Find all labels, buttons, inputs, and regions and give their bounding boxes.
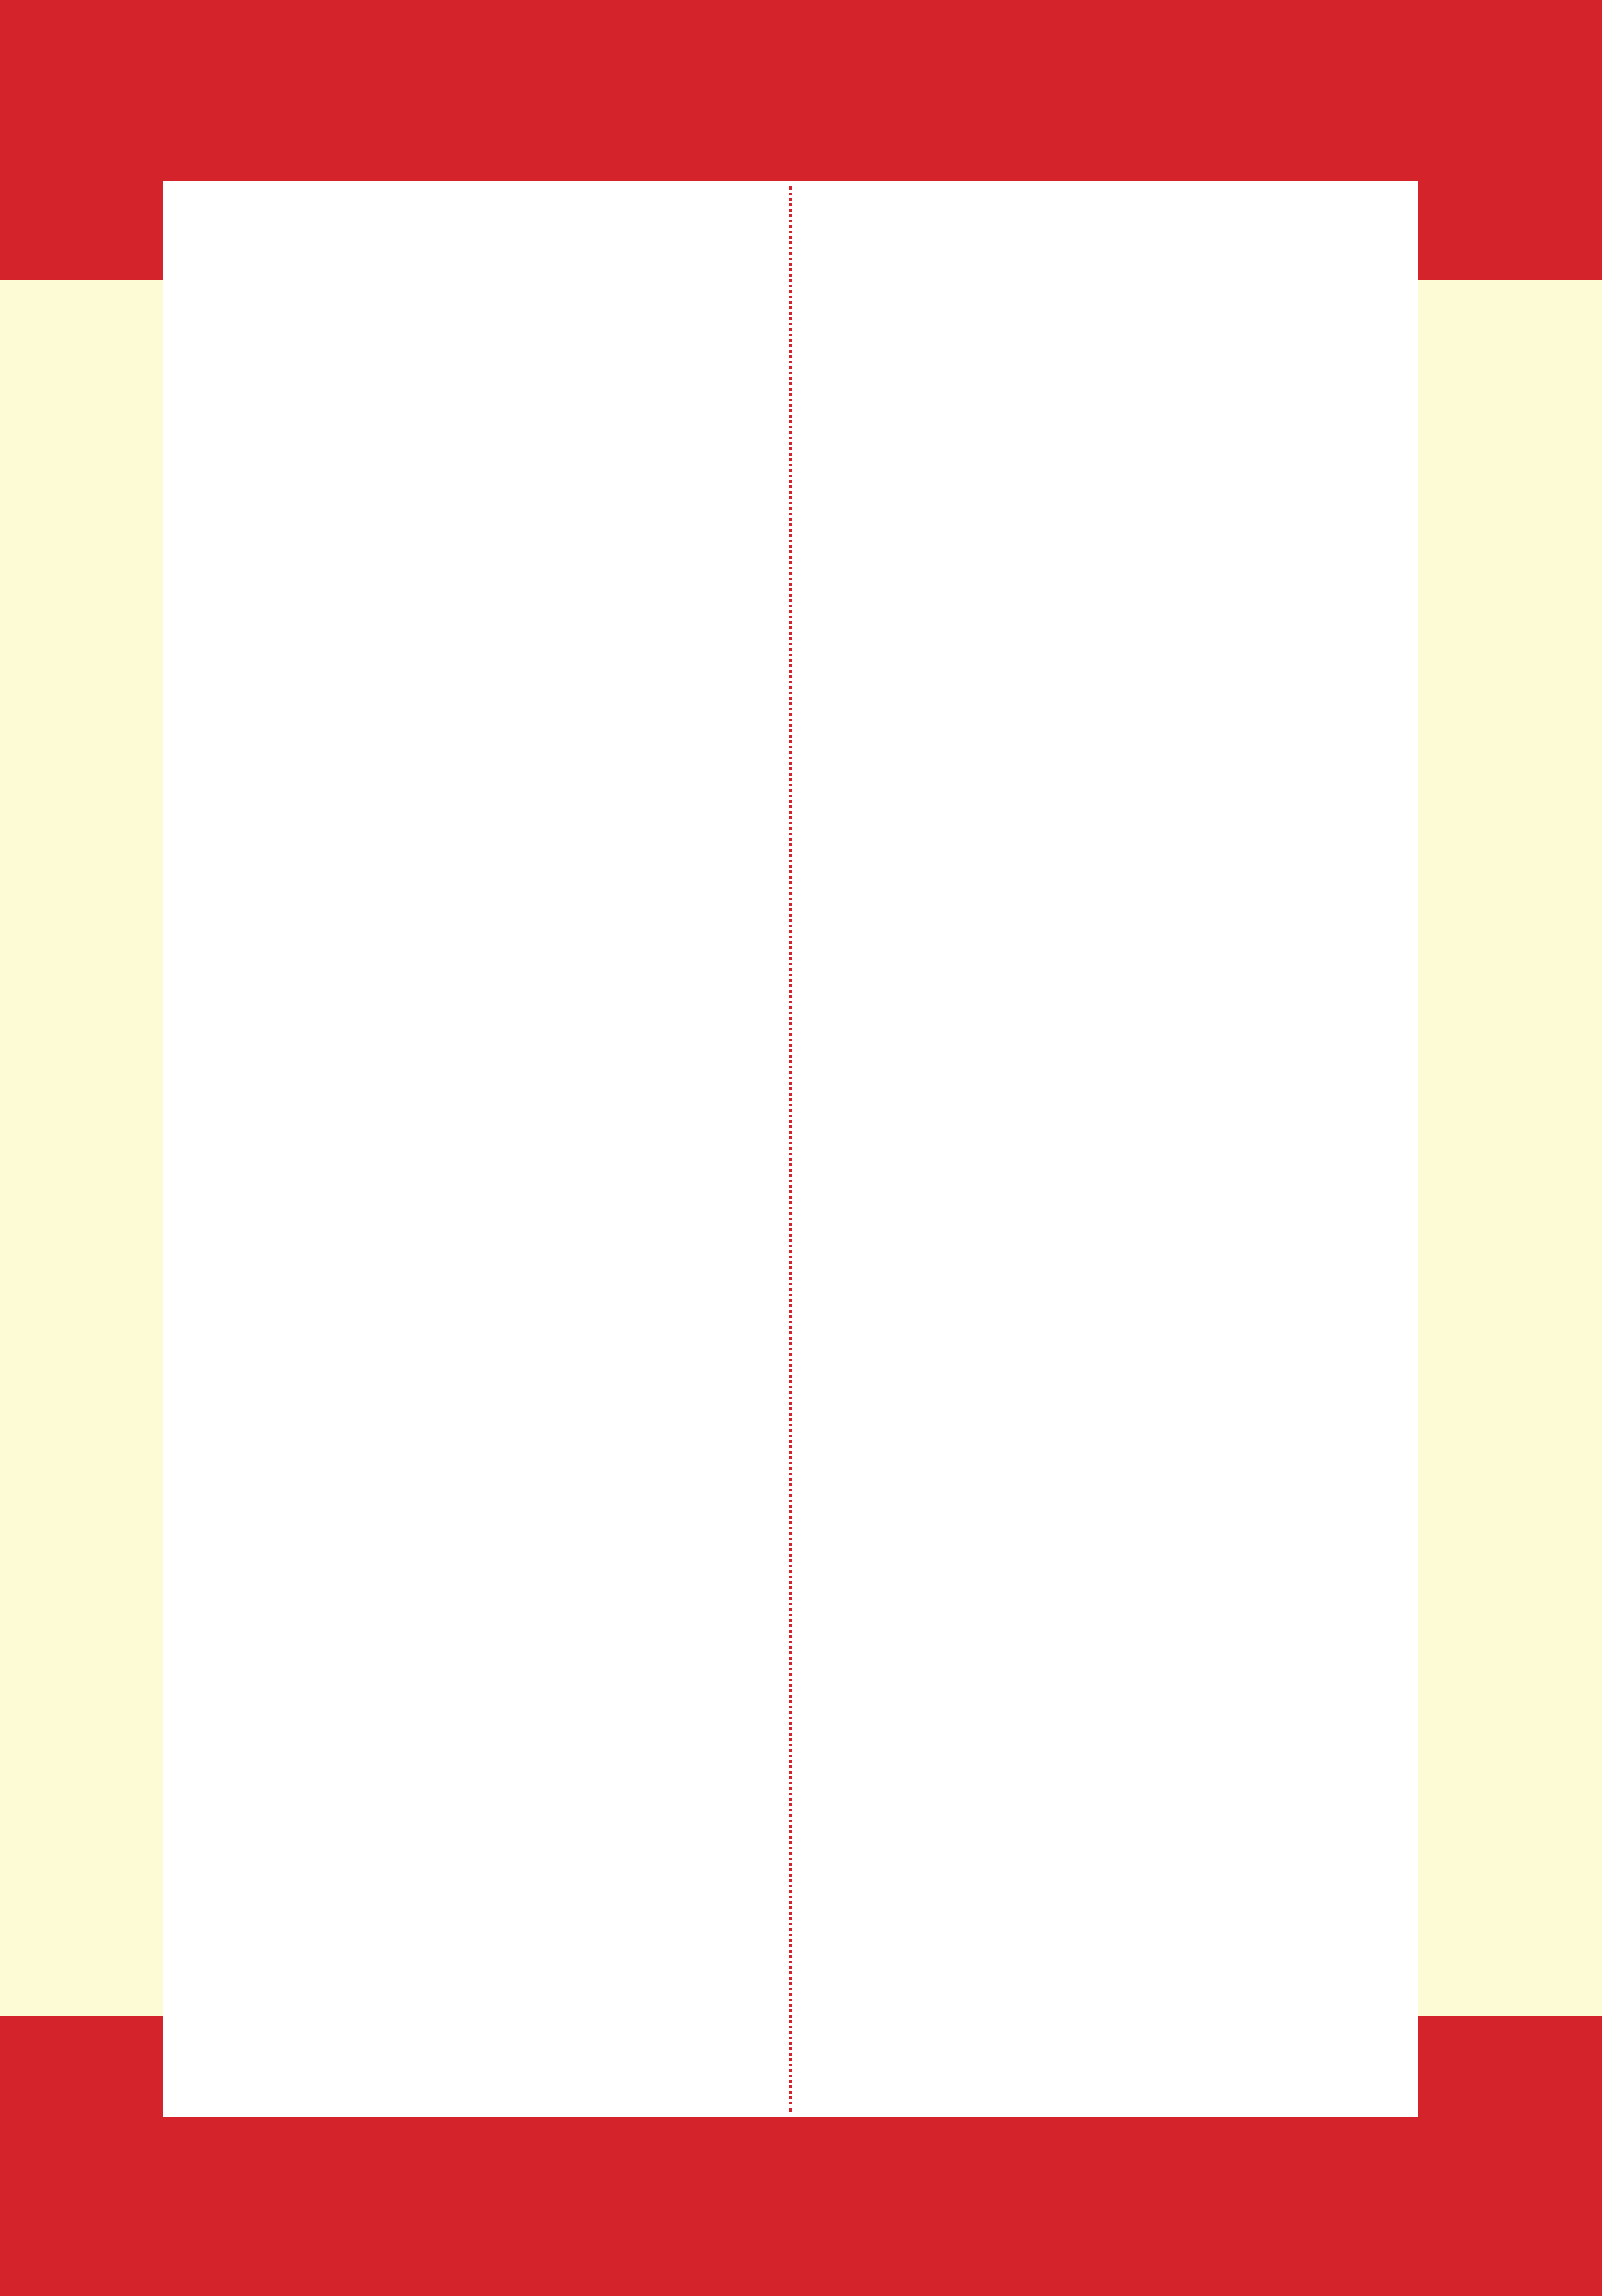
column-divider [789, 186, 792, 2112]
index-panel [163, 181, 1418, 2117]
